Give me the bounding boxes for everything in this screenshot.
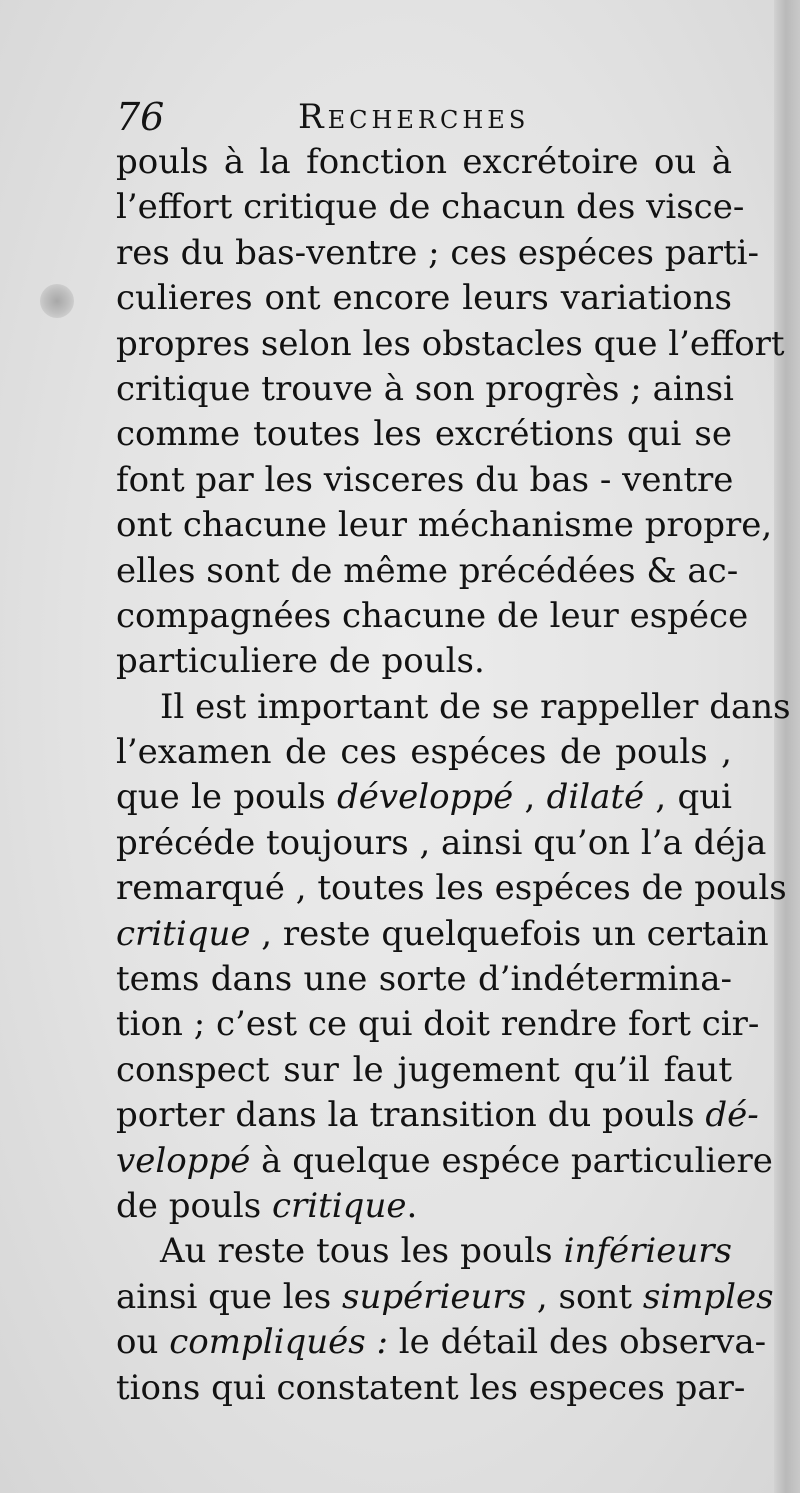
- text-line: propres selon les obstacles que l’effort: [116, 323, 785, 364]
- text-line: ou compliqués : le détail des observa-: [116, 1322, 767, 1363]
- text-line: de pouls critique.: [116, 1185, 418, 1226]
- text-line: culieres ont encore leurs variations: [116, 278, 732, 319]
- text-line: porter dans la transition du pouls dé-: [116, 1095, 759, 1136]
- text-line: font par les visceres du bas - ventre: [116, 459, 734, 500]
- text-line: tion ; c’est ce qui doit rendre fort cir-: [116, 1004, 760, 1045]
- text-line: Au reste tous les pouls inférieurs: [160, 1231, 732, 1272]
- body-text: [116, 140, 791, 1411]
- page-number: 76: [116, 95, 165, 139]
- text-line: que le pouls développé , dilaté , qui: [116, 777, 732, 818]
- text-line: elles sont de même précédées & ac-: [116, 550, 739, 591]
- text-line: l’examen de ces espéces de pouls ,: [116, 732, 732, 773]
- running-head: Recherches: [298, 97, 530, 137]
- text-line: pouls à la fonction excrétoire ou à: [116, 142, 732, 182]
- text-line: veloppé à quelque espéce particuliere: [116, 1140, 773, 1181]
- text-line: tems dans une sorte d’indétermina-: [116, 959, 732, 1000]
- text-line: comme toutes les excrétions qui se: [116, 414, 732, 455]
- paper-stain: [40, 284, 74, 318]
- text-line: l’effort critique de chacun des visce-: [116, 187, 745, 228]
- text-line: critique trouve à son progrès ; ainsi: [116, 368, 734, 409]
- text-line: remarqué , toutes les espéces de pouls: [116, 868, 787, 909]
- text-line: Il est important de se rappeller dans: [160, 686, 791, 727]
- text-line: précéde toujours , ainsi qu’on l’a déja: [116, 822, 767, 863]
- text-line: ont chacune leur méchanisme propre,: [116, 505, 773, 546]
- text-line: ainsi que les supérieurs , sont simples: [116, 1276, 774, 1317]
- text-line: particuliere de pouls.: [116, 641, 485, 682]
- text-line: tions qui constatent les especes par-: [116, 1367, 746, 1408]
- text-line: res du bas-ventre ; ces espéces parti-: [116, 232, 760, 273]
- page-gutter-shadow: [774, 0, 800, 1493]
- text-line: compagnées chacune de leur espéce: [116, 595, 749, 636]
- page-header: [116, 92, 736, 142]
- text-line: critique , reste quelquefois un certain: [116, 913, 769, 954]
- text-line: conspect sur le jugement qu’il faut: [116, 1049, 732, 1090]
